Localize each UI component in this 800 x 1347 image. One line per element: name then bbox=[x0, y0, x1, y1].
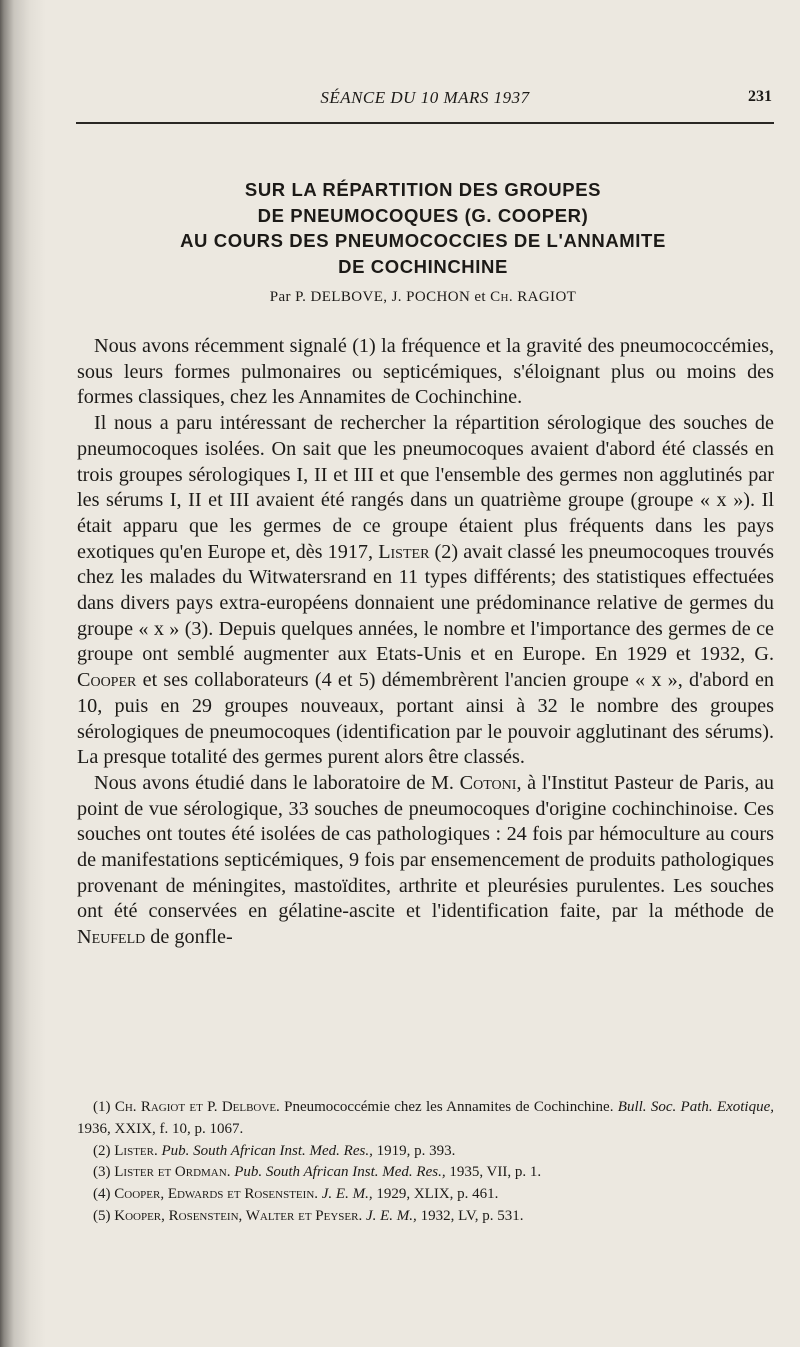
author-prefix: Par bbox=[269, 289, 291, 305]
footnote-ref: 1936, XXIX, f. 10, p. 1067. bbox=[77, 1120, 244, 1137]
footnote-3 bbox=[77, 1162, 774, 1184]
binding-shadow bbox=[0, 0, 46, 1347]
footnote-title: Pneumococcémie chez les Annamites de Cochinchine. bbox=[284, 1099, 614, 1115]
footnote-authors: Cooper, Edwards et Rosenstein. bbox=[114, 1186, 319, 1203]
footnote-number: (1) bbox=[93, 1099, 111, 1115]
footnote-authors: Lister. bbox=[114, 1142, 158, 1159]
title-line: DE PNEUMOCOQUES (G. COOPER) bbox=[257, 204, 589, 226]
p2-text-a: Il nous a paru intéressant de rechercher la répartition sérologique des souches de pneumocoques isolées. On sait que les pneumocoques avaient d'abord été classés en trois groupes sérologiques I, II et III et que l'ensemble des germes non agglutinés par les sérums I, II et III avaient été rangés dans un quatrième groupe (groupe « x »). Il était apparu que les germes de ce groupe étaient plus fréquents dans les pays exotiques qu'en Europe et, dès 1917, bbox=[77, 412, 774, 563]
footnote-journal: J. E. M., bbox=[365, 1207, 417, 1224]
p3-text-b: , à l'Institut Pasteur de Paris, au point de vue sérologique, 33 souches de pneumocoques d'origine cochinchinoise. Ces souches ont toutes été isolées de cas pathologiques : 24 fois par hémoculture au cours de manifestations septicémiques, 9 fois par ensemencement de produits pathologiques provenant de méningites, mastoïdites, arthrite et pleurésies purulentes. Les souches ont été conservées en gélatine-ascite et l'identification faite, par la méthode de bbox=[77, 771, 775, 923]
p2-text-b: (2) avait classé les pneumocoques trouvés chez les malades du Witwatersrand en 11 types différents; des statistiques effectuées dans divers pays extra-européens donnaient une prédominance relative de germes du groupe « x » (3). Depuis quelques années, le nombre et l'importance des germes de ce groupe ont semblé augmenter aux Etats-Unis et en Europe. En 1929 et 1932, G. bbox=[77, 540, 775, 666]
author-initial: Ch. bbox=[490, 289, 514, 305]
footnote-authors: Ch. Ragiot et P. Delbove. bbox=[114, 1099, 280, 1115]
footnote-authors: Kooper, Rosenstein, Walter et Peyser. bbox=[114, 1207, 363, 1224]
author-ref-cooper: Cooper bbox=[77, 669, 137, 692]
footnote-ref: 1919, p. 393. bbox=[376, 1142, 456, 1159]
footnote-journal: J. E. M., bbox=[321, 1186, 373, 1203]
p3-text-a: Nous avons étudié dans le laboratoire de M. bbox=[94, 771, 454, 794]
footnote-5 bbox=[77, 1206, 774, 1228]
footnote-journal: Pub. South African Inst. Med. Res., bbox=[234, 1164, 446, 1181]
title-line: AU COURS DES PNEUMOCOCCIES DE L'ANNAMITE bbox=[180, 230, 666, 251]
footnote-ref: 1929, XLIX, p. 461. bbox=[376, 1186, 499, 1203]
article-body bbox=[77, 334, 774, 951]
author-last: RAGIOT bbox=[517, 289, 577, 305]
paragraph-3 bbox=[77, 771, 774, 951]
footnote-journal: Bull. Soc. Path. Exotique, bbox=[617, 1099, 775, 1115]
footnote-4 bbox=[77, 1184, 774, 1206]
footnote-number: (4) bbox=[93, 1186, 111, 1203]
author-ref-cotoni: Cotoni bbox=[459, 771, 517, 794]
article-title bbox=[46, 177, 800, 279]
journal-page bbox=[46, 0, 800, 1347]
footnote-number: (5) bbox=[93, 1207, 111, 1224]
footnote-ref: 1935, VII, p. 1. bbox=[449, 1164, 542, 1181]
title-line: DE COCHINCHINE bbox=[338, 255, 508, 277]
footnote-2 bbox=[77, 1141, 774, 1163]
paragraph-2 bbox=[77, 411, 774, 771]
footnote-journal: Pub. South African Inst. Med. Res., bbox=[161, 1142, 373, 1159]
footnotes bbox=[77, 1097, 774, 1228]
running-header bbox=[76, 88, 774, 124]
author-ref-lister: Lister bbox=[378, 540, 430, 563]
p2-text-c: et ses collaborateurs (4 et 5) démembrèrent l'ancien groupe « x », d'abord en 10, puis en 29 groupes nouveaux, portant ainsi à 32 le nombre des groupes sérologiques de pneumocoques (identification par le pouvoir agglutinant des sérums). La presque totalité des germes purent alors être classés. bbox=[77, 669, 774, 769]
title-line: SUR LA RÉPARTITION DES GROUPES bbox=[244, 179, 602, 200]
footnote-number: (2) bbox=[93, 1142, 111, 1159]
footnote-1 bbox=[77, 1097, 774, 1141]
paragraph-1: Nous avons récemment signalé (1) la fréquence et la gravité des pneumococcémies, sous leurs formes pulmonaires ou septicémiques, s'éloignant plus ou moins des formes classiques, chez les Annamites de Cochinchine. bbox=[77, 335, 774, 409]
page-number: 231 bbox=[748, 88, 772, 105]
footnote-ref: 1932, LV, p. 531. bbox=[420, 1207, 524, 1224]
p3-text-c: de gonfle- bbox=[150, 926, 233, 949]
author-line bbox=[46, 289, 800, 306]
footnote-number: (3) bbox=[93, 1164, 111, 1181]
author-ref-neufeld: Neufeld bbox=[77, 926, 146, 949]
footnote-authors: Lister et Ordman. bbox=[114, 1164, 231, 1181]
running-title: SÉANCE DU 10 MARS 1937 bbox=[320, 88, 530, 107]
author-names: P. DELBOVE, J. POCHON et bbox=[295, 289, 486, 305]
